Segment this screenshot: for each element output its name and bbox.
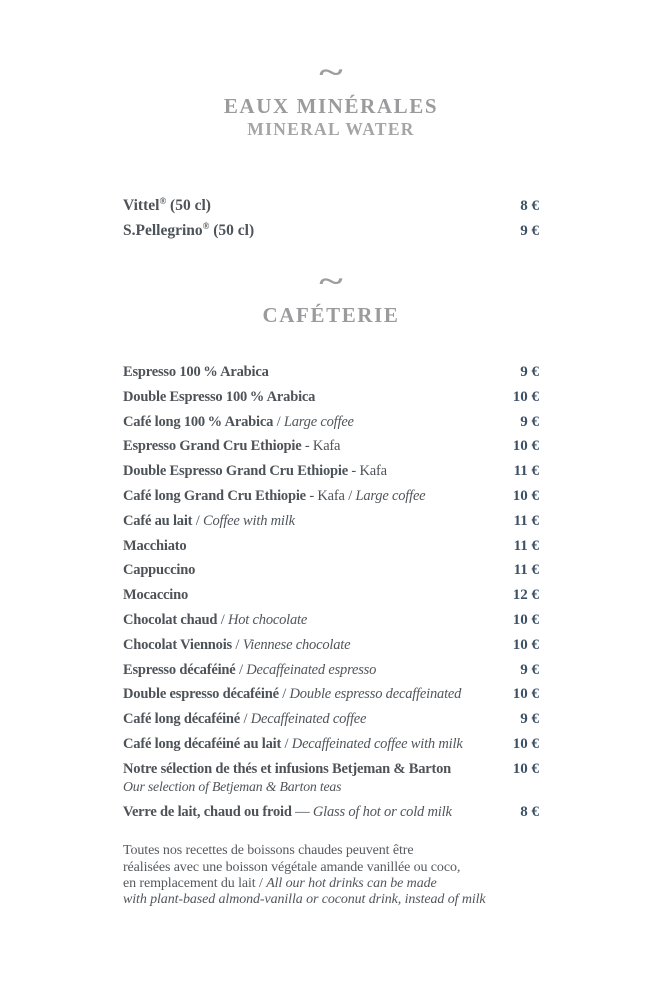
item-variant: - Kafa xyxy=(305,487,345,504)
menu-item xyxy=(123,539,539,554)
note-line: réalisées avec une boisson végétale amande vanillée ou coco, xyxy=(123,859,461,875)
item-name: Espresso Grand Cru Ethiopie xyxy=(123,438,302,455)
item-name: Mocaccino xyxy=(123,587,189,604)
item-translation: Large coffee xyxy=(283,413,354,430)
item-name: Vittel xyxy=(123,197,160,214)
mineral-water-item-list xyxy=(123,195,539,239)
section-mineral-water xyxy=(123,56,539,239)
item-price: 10 € xyxy=(512,438,539,455)
item-name: Chocolat Viennois xyxy=(123,636,232,653)
item-price: 9 € xyxy=(520,364,539,380)
note-line: Toutes nos recettes de boissons chaudes peuvent être xyxy=(123,843,414,859)
item-price: 11 € xyxy=(513,537,539,554)
item-label xyxy=(123,489,425,504)
menu-item xyxy=(123,220,539,239)
item-label xyxy=(123,663,376,678)
section-title-en: MINERAL WATER xyxy=(247,119,415,139)
item-translation: Large coffee xyxy=(355,487,426,504)
item-name: Cappuccino xyxy=(123,562,196,579)
item-price: 10 € xyxy=(512,760,539,777)
item-variant: - Kafa xyxy=(301,438,341,455)
item-name: Double Espresso Grand Cru Ethiopie xyxy=(123,463,348,480)
registered-trademark: ® xyxy=(159,195,167,206)
separator: / xyxy=(235,661,247,678)
item-price: 8 € xyxy=(520,804,539,821)
menu-item xyxy=(123,762,539,796)
separator: / xyxy=(240,711,251,728)
plant-milk-note xyxy=(123,843,539,908)
item-price: 9 € xyxy=(520,711,539,728)
item-size: (50 cl) xyxy=(209,222,255,239)
item-name: Macchiato xyxy=(123,537,187,554)
menu-item xyxy=(123,390,539,405)
section-title-fr: CAFÉTERIE xyxy=(262,303,400,327)
item-label xyxy=(123,415,354,430)
menu-item xyxy=(123,415,539,430)
item-label xyxy=(123,638,350,653)
separator: — xyxy=(291,804,313,821)
item-translation: Decaffeinated coffee xyxy=(250,711,367,728)
item-translation: Glass of hot or cold milk xyxy=(312,804,452,821)
separator: / xyxy=(192,512,203,529)
item-label xyxy=(123,464,387,479)
item-name: Espresso 100 % Arabica xyxy=(123,364,269,380)
item-name: Café long 100 % Arabica xyxy=(123,413,274,430)
item-price: 10 € xyxy=(512,487,539,504)
item-name: Chocolat chaud xyxy=(123,611,218,628)
item-translation: Double espresso decaffeinated xyxy=(289,686,462,703)
item-price: 9 € xyxy=(520,661,539,678)
item-price: 9 € xyxy=(520,413,539,430)
item-price: 12 € xyxy=(512,587,539,604)
tilde-ornament: ~ xyxy=(319,56,343,89)
menu-item xyxy=(123,365,539,380)
item-name: S.Pellegrino xyxy=(123,222,203,239)
item-name: Notre sélection de thés et infusions Betjeman & Barton xyxy=(123,760,452,777)
menu-item xyxy=(123,195,539,214)
menu-item xyxy=(123,613,539,628)
item-name: Double Espresso 100 % Arabica xyxy=(123,388,316,405)
item-label xyxy=(123,687,461,702)
item-translation: Decaffeinated coffee with milk xyxy=(291,735,463,752)
section-cafeterie xyxy=(123,265,539,821)
item-label xyxy=(123,539,186,554)
item-label xyxy=(123,390,315,405)
note-line: with plant-based almond-vanilla or coconut drink, instead of milk xyxy=(123,892,486,908)
menu-item xyxy=(123,588,539,603)
item-name: Espresso décaféiné xyxy=(123,661,236,678)
item-label xyxy=(123,439,340,454)
item-translation: Our selection of Betjeman & Barton teas xyxy=(123,779,342,795)
item-label xyxy=(123,195,211,214)
item-label xyxy=(123,365,269,380)
item-price: 8 € xyxy=(520,198,539,214)
menu-item xyxy=(123,663,539,678)
item-label xyxy=(123,762,451,796)
item-name: Café long décaféiné au lait xyxy=(123,735,282,752)
menu-item xyxy=(123,638,539,653)
item-subline xyxy=(123,779,451,795)
separator: / xyxy=(278,686,290,703)
item-price: 9 € xyxy=(520,223,539,239)
item-price: 10 € xyxy=(512,388,539,405)
item-price: 11 € xyxy=(513,512,539,529)
cafeterie-item-list xyxy=(123,365,539,820)
item-name: Café long Grand Cru Ethiopie xyxy=(123,487,306,504)
item-label xyxy=(123,220,255,239)
item-price: 11 € xyxy=(513,463,539,480)
menu-item xyxy=(123,563,539,578)
menu-item xyxy=(123,805,539,820)
item-name: Verre de lait, chaud ou froid xyxy=(123,804,292,821)
section-title-fr: EAUX MINÉRALES xyxy=(223,94,439,118)
menu-item xyxy=(123,687,539,702)
note-line: en remplacement du lait / All our hot drinks can be made xyxy=(123,876,437,892)
menu-page xyxy=(123,0,539,909)
item-price: 10 € xyxy=(512,686,539,703)
item-label xyxy=(123,805,452,820)
item-label xyxy=(123,613,307,628)
menu-item xyxy=(123,712,539,727)
separator: / xyxy=(281,735,292,752)
item-name: Café au lait xyxy=(123,512,193,529)
item-price: 10 € xyxy=(512,611,539,628)
item-label xyxy=(123,737,463,752)
item-name: Café long décaféiné xyxy=(123,711,241,728)
item-price: 11 € xyxy=(513,562,539,579)
separator: / xyxy=(344,487,356,504)
item-label xyxy=(123,712,366,727)
menu-item xyxy=(123,489,539,504)
item-label xyxy=(123,588,188,603)
item-price: 10 € xyxy=(512,735,539,752)
menu-item xyxy=(123,439,539,454)
separator: / xyxy=(217,611,228,628)
item-name: Double espresso décaféiné xyxy=(123,686,279,703)
item-variant: - Kafa xyxy=(347,463,387,480)
separator: / xyxy=(273,413,284,430)
item-translation: Decaffeinated espresso xyxy=(246,661,377,678)
item-translation: Coffee with milk xyxy=(202,512,295,529)
menu-item xyxy=(123,737,539,752)
item-size: (50 cl) xyxy=(166,197,211,214)
item-label xyxy=(123,563,195,578)
separator: / xyxy=(232,636,243,653)
item-translation: Viennese chocolate xyxy=(242,636,351,653)
item-price: 10 € xyxy=(512,636,539,653)
tilde-ornament: ~ xyxy=(319,265,343,298)
item-label xyxy=(123,514,295,529)
menu-item xyxy=(123,464,539,479)
item-translation: Hot chocolate xyxy=(227,611,308,628)
registered-trademark: ® xyxy=(202,220,210,231)
menu-item xyxy=(123,514,539,529)
